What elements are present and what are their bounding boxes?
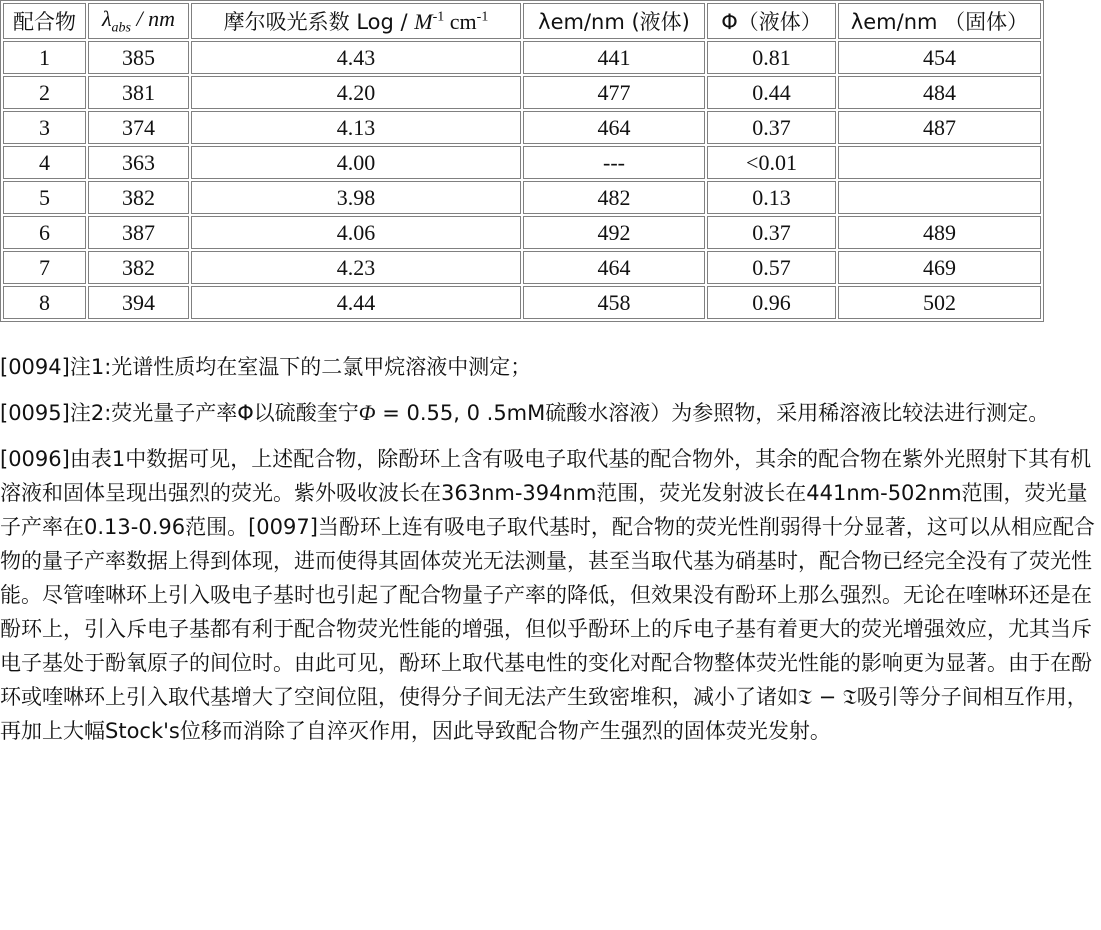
cell-phi-liquid: 0.81 xyxy=(707,41,836,74)
table-row xyxy=(3,146,1041,179)
header-phi-liquid: Φ（液体） xyxy=(707,3,836,39)
cell-log-epsilon: 4.43 xyxy=(191,41,521,74)
notes-section xyxy=(0,350,1098,760)
cell-lambda-abs: 382 xyxy=(88,181,189,214)
cell-lambda-abs: 363 xyxy=(88,146,189,179)
header-lambda-abs xyxy=(88,3,189,39)
cell-lambda-abs: 381 xyxy=(88,76,189,109)
cell-lambda-em-solid: 454 xyxy=(838,41,1041,74)
cell-lambda-abs: 394 xyxy=(88,286,189,319)
cell-lambda-em-liquid: 492 xyxy=(523,216,705,249)
table-row xyxy=(3,216,1041,249)
cell-log-epsilon: 3.98 xyxy=(191,181,521,214)
cell-lambda-em-liquid: 458 xyxy=(523,286,705,319)
header-lambda-em-solid: λem/nm （固体） xyxy=(838,3,1041,39)
lambda-symbol: λ xyxy=(102,5,112,31)
molar-unit-exp: -1 xyxy=(432,9,445,25)
paragraph-0095 xyxy=(0,396,1098,430)
cell-phi-liquid: 0.57 xyxy=(707,251,836,284)
cell-log-epsilon: 4.44 xyxy=(191,286,521,319)
cell-lambda-em-solid: 489 xyxy=(838,216,1041,249)
cell-phi-liquid: 0.13 xyxy=(707,181,836,214)
cell-lambda-em-solid: 487 xyxy=(838,111,1041,144)
phi-symbol: Φ xyxy=(358,400,376,425)
cell-log-epsilon: 4.20 xyxy=(191,76,521,109)
molar-absorptivity-label: 摩尔吸光系数 Log / xyxy=(223,10,415,34)
cell-complex: 1 xyxy=(3,41,86,74)
cell-lambda-abs: 374 xyxy=(88,111,189,144)
table-row xyxy=(3,251,1041,284)
cell-phi-liquid: 0.44 xyxy=(707,76,836,109)
cell-lambda-em-solid xyxy=(838,146,1041,179)
header-molar-absorptivity xyxy=(191,3,521,39)
cell-complex: 7 xyxy=(3,251,86,284)
cell-complex: 2 xyxy=(3,76,86,109)
cell-lambda-em-solid xyxy=(838,181,1041,214)
cell-log-epsilon: 4.13 xyxy=(191,111,521,144)
cell-lambda-abs: 385 xyxy=(88,41,189,74)
cell-lambda-abs: 387 xyxy=(88,216,189,249)
cell-lambda-abs: 382 xyxy=(88,251,189,284)
cell-lambda-em-liquid: 464 xyxy=(523,111,705,144)
cell-log-epsilon: 4.00 xyxy=(191,146,521,179)
paragraph-0094: [0094]注1:光谱性质均在室温下的二氯甲烷溶液中测定； xyxy=(0,355,532,379)
cell-complex: 6 xyxy=(3,216,86,249)
header-lambda-em-liquid: λem/nm (液体) xyxy=(523,3,705,39)
table-row xyxy=(3,41,1041,74)
cell-phi-liquid: 0.37 xyxy=(707,111,836,144)
lambda-unit: / nm xyxy=(130,5,175,31)
paragraph-0095-tail: = 0.55, 0 .5mM硫酸水溶液）为参照物，采用稀溶液比较法进行测定。 xyxy=(375,401,1050,425)
cell-lambda-em-solid: 502 xyxy=(838,286,1041,319)
cell-log-epsilon: 4.06 xyxy=(191,216,521,249)
cell-complex: 8 xyxy=(3,286,86,319)
cell-log-epsilon: 4.23 xyxy=(191,251,521,284)
cell-complex: 3 xyxy=(3,111,86,144)
cm-unit: cm xyxy=(444,9,477,34)
cell-lambda-em-liquid: 464 xyxy=(523,251,705,284)
cell-lambda-em-liquid: 441 xyxy=(523,41,705,74)
data-table xyxy=(0,0,1044,322)
table-row xyxy=(3,181,1041,214)
cell-complex: 5 xyxy=(3,181,86,214)
cell-complex: 4 xyxy=(3,146,86,179)
cell-lambda-em-solid: 484 xyxy=(838,76,1041,109)
table-header-row xyxy=(3,3,1041,39)
cm-unit-exp: -1 xyxy=(476,9,489,25)
cell-phi-liquid: <0.01 xyxy=(707,146,836,179)
cell-phi-liquid: 0.37 xyxy=(707,216,836,249)
header-complex: 配合物 xyxy=(3,3,86,39)
cell-lambda-em-liquid: --- xyxy=(523,146,705,179)
cell-lambda-em-solid: 469 xyxy=(838,251,1041,284)
lambda-subscript: abs xyxy=(111,20,131,36)
table-row xyxy=(3,76,1041,109)
cell-phi-liquid: 0.96 xyxy=(707,286,836,319)
table-row xyxy=(3,111,1041,144)
paragraph-0096: [0096]由表1中数据可见，上述配合物，除酚环上含有吸电子取代基的配合物外，其余的配合物在紫外光照射下其有机溶液和固体呈现出强烈的荧光。紫外吸收波长在363nm-394nm范围，荧光发射波长在441nm-502nm范围，荧光量子产率在0.13-0.96范围。[0097]当酚环上连有吸电子取代基时，配合物的荧光性削弱得十分显著，这可以从相应配合物的量子产率数据上得到体现，进而使得其固体荧光无法测量，甚至当取代基为硝基时，配合物已经完全没有了荧光性能。尽管喹啉环上引入吸电子基时也引起了配合物量子产率的降低，但效果没有酚环上那么强烈。无论在喹啉环还是在酚环上，引入斥电子基都有利于配合物荧光性能的增强，但似乎酚环上的斥电子基有着更大的荧光增强效应，尤其当斥电子基处于酚氧原子的间位时。由此可见，酚环上取代基电性的变化对配合物整体荧光性能的影响更为显著。由于在酚环或喹啉环上引入取代基增大了空间位阻，使得分子间无法产生致密堆积，减小了诸如𝔗 − 𝔗吸引等分子间相互作用，再加上大幅Stock's位移而消除了自淬灭作用，因此导致配合物产生强烈的固体荧光发射。 xyxy=(0,447,1095,743)
cell-lambda-em-liquid: 477 xyxy=(523,76,705,109)
table-row xyxy=(3,286,1041,319)
molar-unit: M xyxy=(414,9,433,34)
paragraph-0095-lead: [0095]注2:荧光量子产率Φ以硫酸奎宁 xyxy=(0,401,359,425)
cell-lambda-em-liquid: 482 xyxy=(523,181,705,214)
